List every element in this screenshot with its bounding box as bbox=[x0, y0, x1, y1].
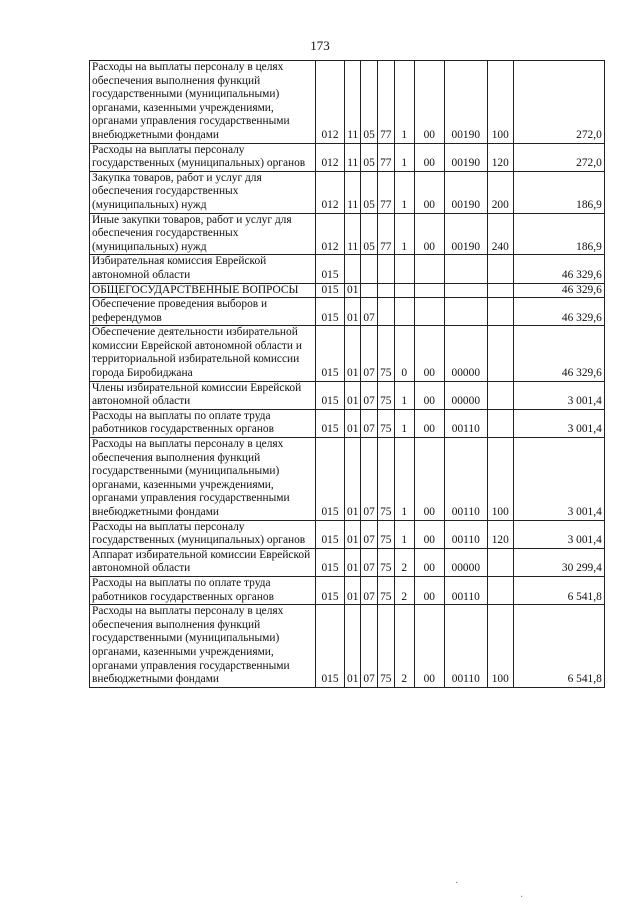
row-subsection-code: 07 bbox=[361, 605, 377, 688]
row-expense-code: 00190 bbox=[444, 213, 487, 255]
table-row bbox=[90, 213, 605, 255]
row-amount: 272,0 bbox=[513, 143, 604, 171]
row-expense-code: 00110 bbox=[444, 576, 487, 604]
row-expense-type-code bbox=[487, 298, 513, 326]
row-direction-code: 00 bbox=[414, 548, 444, 576]
row-section-code: 01 bbox=[345, 409, 361, 437]
row-amount: 3 001,4 bbox=[513, 520, 604, 548]
row-section-code: 01 bbox=[345, 283, 361, 298]
row-subsection-code: 07 bbox=[361, 438, 377, 521]
row-section-code: 01 bbox=[345, 438, 361, 521]
row-subprogram-code bbox=[394, 255, 414, 283]
row-expense-type-code: 240 bbox=[487, 213, 513, 255]
row-direction-code: 00 bbox=[414, 326, 444, 381]
row-expense-type-code: 100 bbox=[487, 605, 513, 688]
row-subprogram-code: 1 bbox=[394, 381, 414, 409]
page-number: 173 bbox=[310, 38, 330, 53]
table-row bbox=[90, 255, 605, 283]
table-row bbox=[90, 438, 605, 521]
row-name: Обеспечение деятельности избирательной комиссии Еврейской автономной области и территориальной избирательной комиссии города Биробиджана bbox=[90, 326, 316, 381]
row-section-code bbox=[345, 255, 361, 283]
row-expense-code: 00110 bbox=[444, 605, 487, 688]
row-section-code: 01 bbox=[345, 326, 361, 381]
row-program-code bbox=[377, 255, 394, 283]
row-program-code: 75 bbox=[377, 438, 394, 521]
row-name: Аппарат избирательной комиссии Еврейской автономной области bbox=[90, 548, 316, 576]
row-name: Расходы на выплаты персоналу в целях обеспечения выполнения функций государственными (муниципальными) органами, казенными учреждениями, органами управления государственными внебюджетными фондами bbox=[90, 605, 316, 688]
row-subprogram-code: 2 bbox=[394, 548, 414, 576]
row-name: Избирательная комиссия Еврейской автономной области bbox=[90, 255, 316, 283]
row-program-code: 77 bbox=[377, 143, 394, 171]
table-row bbox=[90, 605, 605, 688]
row-name: Обеспечение проведения выборов и референдумов bbox=[90, 298, 316, 326]
row-expense-type-code bbox=[487, 576, 513, 604]
row-subsection-code: 07 bbox=[361, 576, 377, 604]
row-subsection-code: 07 bbox=[361, 298, 377, 326]
row-name: Расходы на выплаты персоналу в целях обеспечения выполнения функций государственными (муниципальными) органами, казенными учреждениями, органами управления государственными внебюджетными фондами bbox=[90, 61, 316, 144]
row-amount: 272,0 bbox=[513, 61, 604, 144]
row-ved-code: 015 bbox=[316, 326, 345, 381]
row-expense-code bbox=[444, 298, 487, 326]
table-row bbox=[90, 298, 605, 326]
row-direction-code: 00 bbox=[414, 576, 444, 604]
row-ved-code: 015 bbox=[316, 381, 345, 409]
row-ved-code: 015 bbox=[316, 283, 345, 298]
row-expense-code: 00110 bbox=[444, 520, 487, 548]
row-ved-code: 015 bbox=[316, 548, 345, 576]
row-direction-code: 00 bbox=[414, 381, 444, 409]
row-program-code: 75 bbox=[377, 576, 394, 604]
row-subprogram-code: 1 bbox=[394, 438, 414, 521]
row-subsection-code: 05 bbox=[361, 143, 377, 171]
row-expense-code: 00110 bbox=[444, 438, 487, 521]
row-expense-type-code bbox=[487, 548, 513, 576]
row-expense-type-code bbox=[487, 326, 513, 381]
row-expense-code: 00000 bbox=[444, 381, 487, 409]
row-subsection-code: 07 bbox=[361, 548, 377, 576]
row-direction-code: 00 bbox=[414, 171, 444, 213]
row-ved-code: 015 bbox=[316, 255, 345, 283]
row-ved-code: 015 bbox=[316, 576, 345, 604]
row-expense-code: 00000 bbox=[444, 548, 487, 576]
row-ved-code: 012 bbox=[316, 171, 345, 213]
row-expense-code: 00190 bbox=[444, 143, 487, 171]
row-subprogram-code: 2 bbox=[394, 605, 414, 688]
row-ved-code: 015 bbox=[316, 298, 345, 326]
row-expense-type-code bbox=[487, 409, 513, 437]
row-expense-code: 00190 bbox=[444, 61, 487, 144]
row-direction-code: 00 bbox=[414, 213, 444, 255]
row-direction-code: 00 bbox=[414, 61, 444, 144]
row-expense-type-code: 100 bbox=[487, 438, 513, 521]
row-section-code: 01 bbox=[345, 576, 361, 604]
row-direction-code bbox=[414, 255, 444, 283]
row-program-code: 77 bbox=[377, 213, 394, 255]
row-ved-code: 012 bbox=[316, 143, 345, 171]
row-section-code: 11 bbox=[345, 171, 361, 213]
row-expense-type-code bbox=[487, 255, 513, 283]
row-subprogram-code: 2 bbox=[394, 576, 414, 604]
row-name: Расходы на выплаты по оплате труда работников государственных органов bbox=[90, 576, 316, 604]
row-amount: 3 001,4 bbox=[513, 409, 604, 437]
row-name: Расходы на выплаты персоналу в целях обеспечения выполнения функций государственными (муниципальными) органами, казенными учреждениями, органами управления государственными внебюджетными фондами bbox=[90, 438, 316, 521]
row-amount: 186,9 bbox=[513, 213, 604, 255]
row-expense-code bbox=[444, 283, 487, 298]
row-name: Закупка товаров, работ и услуг для обеспечения государственных (муниципальных) нужд bbox=[90, 171, 316, 213]
row-name: Расходы на выплаты персоналу государственных (муниципальных) органов bbox=[90, 520, 316, 548]
row-amount: 3 001,4 bbox=[513, 438, 604, 521]
table-row bbox=[90, 381, 605, 409]
row-subsection-code: 05 bbox=[361, 61, 377, 144]
row-subprogram-code bbox=[394, 283, 414, 298]
table-row bbox=[90, 283, 605, 298]
row-subprogram-code bbox=[394, 298, 414, 326]
row-subprogram-code: 1 bbox=[394, 143, 414, 171]
row-section-code: 11 bbox=[345, 143, 361, 171]
scan-speck: · bbox=[520, 892, 524, 903]
row-subprogram-code: 1 bbox=[394, 61, 414, 144]
row-expense-code bbox=[444, 255, 487, 283]
table-row bbox=[90, 409, 605, 437]
row-direction-code: 00 bbox=[414, 409, 444, 437]
row-amount: 6 541,8 bbox=[513, 576, 604, 604]
row-program-code: 77 bbox=[377, 61, 394, 144]
row-section-code: 11 bbox=[345, 213, 361, 255]
row-program-code: 75 bbox=[377, 605, 394, 688]
row-expense-type-code: 120 bbox=[487, 143, 513, 171]
row-amount: 46 329,6 bbox=[513, 298, 604, 326]
row-subsection-code bbox=[361, 283, 377, 298]
table-row bbox=[90, 171, 605, 213]
row-expense-code: 00000 bbox=[444, 326, 487, 381]
row-direction-code bbox=[414, 283, 444, 298]
row-direction-code: 00 bbox=[414, 438, 444, 521]
row-amount: 46 329,6 bbox=[513, 326, 604, 381]
row-subsection-code: 07 bbox=[361, 409, 377, 437]
row-subprogram-code: 1 bbox=[394, 409, 414, 437]
row-program-code: 75 bbox=[377, 326, 394, 381]
row-subprogram-code: 0 bbox=[394, 326, 414, 381]
row-direction-code: 00 bbox=[414, 143, 444, 171]
row-program-code: 75 bbox=[377, 520, 394, 548]
table-row bbox=[90, 326, 605, 381]
row-amount: 46 329,6 bbox=[513, 283, 604, 298]
row-direction-code: 00 bbox=[414, 605, 444, 688]
row-subprogram-code: 1 bbox=[394, 213, 414, 255]
row-subsection-code: 07 bbox=[361, 326, 377, 381]
row-name: Расходы на выплаты персоналу государственных (муниципальных) органов bbox=[90, 143, 316, 171]
row-subsection-code: 07 bbox=[361, 520, 377, 548]
row-section-code: 01 bbox=[345, 381, 361, 409]
row-name: ОБЩЕГОСУДАРСТВЕННЫЕ ВОПРОСЫ bbox=[90, 283, 316, 298]
row-name: Члены избирательной комиссии Еврейской автономной области bbox=[90, 381, 316, 409]
row-ved-code: 015 bbox=[316, 605, 345, 688]
table-row bbox=[90, 61, 605, 144]
row-expense-type-code: 100 bbox=[487, 61, 513, 144]
row-ved-code: 015 bbox=[316, 409, 345, 437]
row-amount: 30 299,4 bbox=[513, 548, 604, 576]
row-program-code bbox=[377, 283, 394, 298]
table-row bbox=[90, 548, 605, 576]
row-ved-code: 015 bbox=[316, 520, 345, 548]
row-subsection-code: 07 bbox=[361, 381, 377, 409]
row-subprogram-code: 1 bbox=[394, 171, 414, 213]
row-program-code: 77 bbox=[377, 171, 394, 213]
row-program-code: 75 bbox=[377, 548, 394, 576]
row-name: Иные закупки товаров, работ и услуг для обеспечения государственных (муниципальных) нужд bbox=[90, 213, 316, 255]
row-ved-code: 012 bbox=[316, 213, 345, 255]
row-ved-code: 012 bbox=[316, 61, 345, 144]
row-ved-code: 015 bbox=[316, 438, 345, 521]
row-direction-code bbox=[414, 298, 444, 326]
row-section-code: 01 bbox=[345, 298, 361, 326]
row-program-code bbox=[377, 298, 394, 326]
row-expense-type-code: 200 bbox=[487, 171, 513, 213]
row-expense-type-code: 120 bbox=[487, 520, 513, 548]
table-row bbox=[90, 576, 605, 604]
budget-table bbox=[89, 60, 605, 688]
table-row bbox=[90, 520, 605, 548]
table-body bbox=[90, 61, 605, 688]
row-amount: 186,9 bbox=[513, 171, 604, 213]
scan-speck: · bbox=[455, 878, 459, 889]
row-section-code: 11 bbox=[345, 61, 361, 144]
row-name: Расходы на выплаты по оплате труда работников государственных органов bbox=[90, 409, 316, 437]
row-amount: 3 001,4 bbox=[513, 381, 604, 409]
row-subsection-code bbox=[361, 255, 377, 283]
row-expense-code: 00110 bbox=[444, 409, 487, 437]
row-expense-code: 00190 bbox=[444, 171, 487, 213]
row-expense-type-code bbox=[487, 283, 513, 298]
row-subprogram-code: 1 bbox=[394, 520, 414, 548]
row-direction-code: 00 bbox=[414, 520, 444, 548]
row-program-code: 75 bbox=[377, 409, 394, 437]
row-amount: 46 329,6 bbox=[513, 255, 604, 283]
row-expense-type-code bbox=[487, 381, 513, 409]
row-section-code: 01 bbox=[345, 520, 361, 548]
row-subsection-code: 05 bbox=[361, 171, 377, 213]
row-section-code: 01 bbox=[345, 605, 361, 688]
row-section-code: 01 bbox=[345, 548, 361, 576]
row-program-code: 75 bbox=[377, 381, 394, 409]
row-amount: 6 541,8 bbox=[513, 605, 604, 688]
row-subsection-code: 05 bbox=[361, 213, 377, 255]
table-row bbox=[90, 143, 605, 171]
